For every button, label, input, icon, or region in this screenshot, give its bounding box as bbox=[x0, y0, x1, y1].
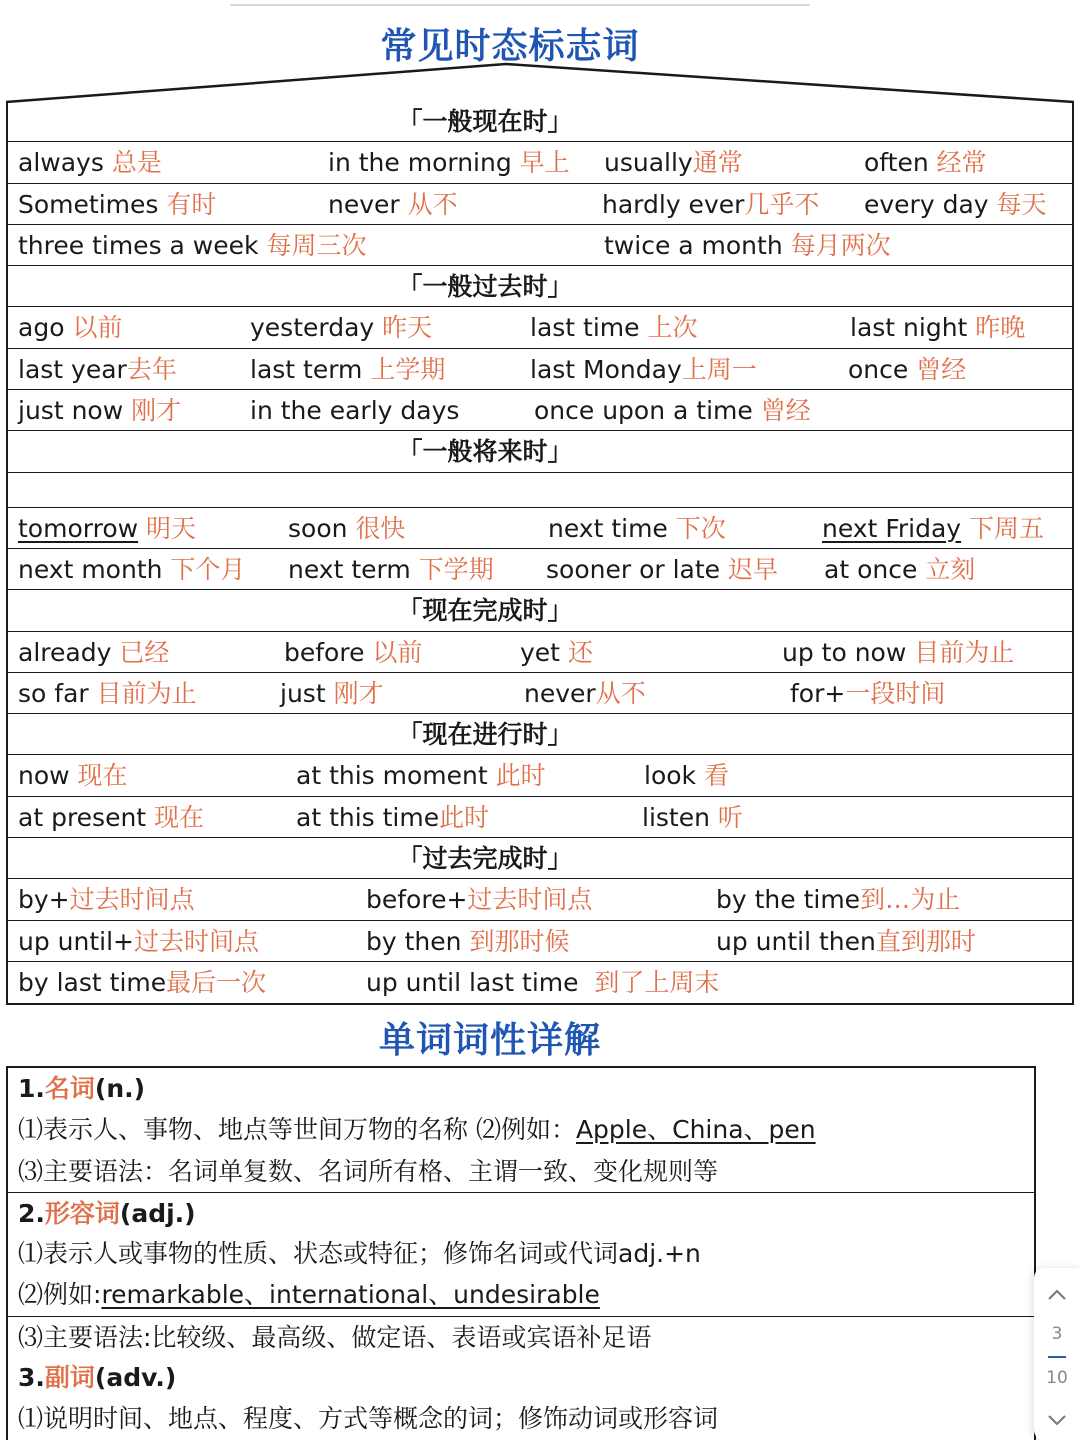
tense-heading: 「现在完成时」 bbox=[8, 590, 1072, 631]
term-cell: up to now 目前为止 bbox=[782, 637, 1015, 667]
table-row bbox=[8, 307, 1072, 348]
term-cell: in the morning 早上 bbox=[328, 148, 570, 178]
term-cell: by the time到…为止 bbox=[716, 885, 961, 915]
table-row bbox=[8, 184, 1072, 225]
table-row bbox=[8, 962, 1072, 1003]
table-row bbox=[8, 755, 1072, 796]
term-cell: up until last time 到了上周末 bbox=[366, 967, 720, 997]
chevron-up-icon bbox=[1034, 1280, 1080, 1308]
term-cell: last term 上学期 bbox=[250, 354, 446, 384]
pos-heading-adjective: 2.形容词(adj.) bbox=[8, 1192, 1034, 1233]
term-cell: by last time最后一次 bbox=[18, 967, 267, 997]
term-cell: once 曾经 bbox=[848, 354, 967, 384]
term-cell: so far 目前为止 bbox=[18, 678, 197, 708]
term-cell: by then 到那时候 bbox=[366, 926, 570, 956]
term-cell: never 从不 bbox=[328, 189, 458, 219]
term-cell: every day 每天 bbox=[864, 189, 1047, 219]
term-cell: before 以前 bbox=[284, 637, 423, 667]
pos-heading-adverb: 3.副词(adv.) bbox=[18, 1363, 177, 1393]
page-up-button[interactable] bbox=[1034, 1280, 1080, 1308]
total-pages: 10 bbox=[1046, 1368, 1068, 1388]
roof-decoration bbox=[0, 56, 1080, 106]
page-title: 常见时态标志词 bbox=[380, 26, 640, 67]
term-cell: last night 昨晚 bbox=[850, 313, 1026, 343]
term-cell: usually通常 bbox=[604, 148, 743, 178]
term-cell: last Monday上周一 bbox=[530, 354, 757, 384]
tense-heading: 「一般现在时」 bbox=[8, 101, 1072, 142]
page-navigator bbox=[1034, 1268, 1080, 1440]
pos-heading-noun: 1.名词(n.) bbox=[18, 1074, 146, 1103]
term-cell: sooner or late 迟早 bbox=[546, 554, 778, 584]
term-cell: yet 还 bbox=[520, 637, 593, 667]
term-cell: before+过去时间点 bbox=[366, 885, 593, 915]
pos-line: ⑴表示人、事物、地点等世间万物的名称 ⑵例如：Apple、China、pen bbox=[18, 1115, 816, 1145]
tense-table bbox=[6, 101, 1074, 1005]
tense-heading: 「一般将来时」 bbox=[8, 431, 1072, 472]
term-cell: up until+过去时间点 bbox=[18, 926, 260, 956]
term-cell: yesterday 昨天 bbox=[250, 313, 433, 343]
term-cell: look 看 bbox=[644, 761, 729, 791]
term-cell: last time 上次 bbox=[530, 313, 698, 343]
term-cell: already 已经 bbox=[18, 637, 170, 667]
term-cell: for+一段时间 bbox=[790, 678, 946, 708]
table-row bbox=[8, 921, 1072, 962]
term-cell: ago 以前 bbox=[18, 313, 123, 343]
table-row bbox=[8, 549, 1072, 590]
term-cell: next Friday 下周五 bbox=[822, 513, 1045, 543]
term-cell: never从不 bbox=[524, 678, 646, 708]
term-cell: tomorrow 明天 bbox=[18, 513, 197, 543]
pos-line: ⑵例如:remarkable、international、undesirable bbox=[18, 1280, 600, 1310]
current-page-number: 3 bbox=[1051, 1324, 1063, 1344]
parts-of-speech-box bbox=[6, 1066, 1036, 1440]
term-cell: once upon a time 曾经 bbox=[534, 396, 811, 426]
pos-line: ⑴说明时间、地点、程度、方式等概念的词；修饰动词或形容词 bbox=[18, 1404, 719, 1434]
term-cell: just now 刚才 bbox=[18, 396, 182, 426]
term-cell: at this moment 此时 bbox=[296, 761, 546, 791]
term-cell: next term 下学期 bbox=[288, 554, 494, 584]
table-row bbox=[8, 797, 1072, 838]
tense-heading: 「一般过去时」 bbox=[8, 266, 1072, 307]
term-cell: next time 下次 bbox=[548, 513, 726, 543]
page-divider bbox=[1048, 1356, 1066, 1358]
chevron-down-icon bbox=[1034, 1406, 1080, 1434]
previous-page-fragment bbox=[0, 0, 1080, 8]
term-cell: just 刚才 bbox=[280, 678, 384, 708]
table-row bbox=[8, 879, 1072, 920]
term-cell: often 经常 bbox=[864, 148, 987, 178]
pos-line: ⑶主要语法:比较级、最高级、做定语、表语或宾语补足语 bbox=[8, 1316, 1034, 1357]
term-cell: always 总是 bbox=[18, 148, 162, 178]
page-down-button[interactable] bbox=[1034, 1406, 1080, 1434]
term-cell: at present 现在 bbox=[18, 802, 205, 832]
table-row bbox=[8, 349, 1072, 390]
term-cell: next month 下个月 bbox=[18, 554, 246, 584]
empty-row bbox=[8, 473, 1072, 508]
pos-line: ⑴表示人或事物的性质、状态或特征；修饰名词或代词adj.+n bbox=[18, 1239, 701, 1269]
table-row bbox=[8, 508, 1072, 549]
term-cell: at once 立刻 bbox=[824, 554, 976, 584]
term-cell: Sometimes 有时 bbox=[18, 189, 217, 219]
table-row bbox=[8, 390, 1072, 431]
term-cell: hardly ever几乎不 bbox=[602, 189, 820, 219]
term-cell: up until then直到那时 bbox=[716, 926, 976, 956]
term-cell: by+过去时间点 bbox=[18, 885, 195, 915]
term-cell: soon 很快 bbox=[288, 513, 406, 543]
term-cell: twice a month 每月两次 bbox=[604, 230, 891, 260]
table-row bbox=[8, 673, 1072, 714]
term-cell: now 现在 bbox=[18, 761, 128, 791]
section-title: 单词词性详解 bbox=[378, 1020, 601, 1061]
term-cell: in the early days bbox=[250, 396, 460, 426]
tense-heading: 「现在进行时」 bbox=[8, 714, 1072, 755]
table-row bbox=[8, 225, 1072, 266]
term-cell: listen 听 bbox=[642, 802, 743, 832]
tense-heading: 「过去完成时」 bbox=[8, 838, 1072, 879]
table-row bbox=[8, 632, 1072, 673]
table-row bbox=[8, 142, 1072, 183]
term-cell: at this time此时 bbox=[296, 802, 490, 832]
term-cell: last year去年 bbox=[18, 354, 177, 384]
pos-line: ⑶主要语法：名词单复数、名词所有格、主谓一致、变化规则等 bbox=[18, 1156, 719, 1186]
term-cell: three times a week 每周三次 bbox=[18, 230, 367, 260]
